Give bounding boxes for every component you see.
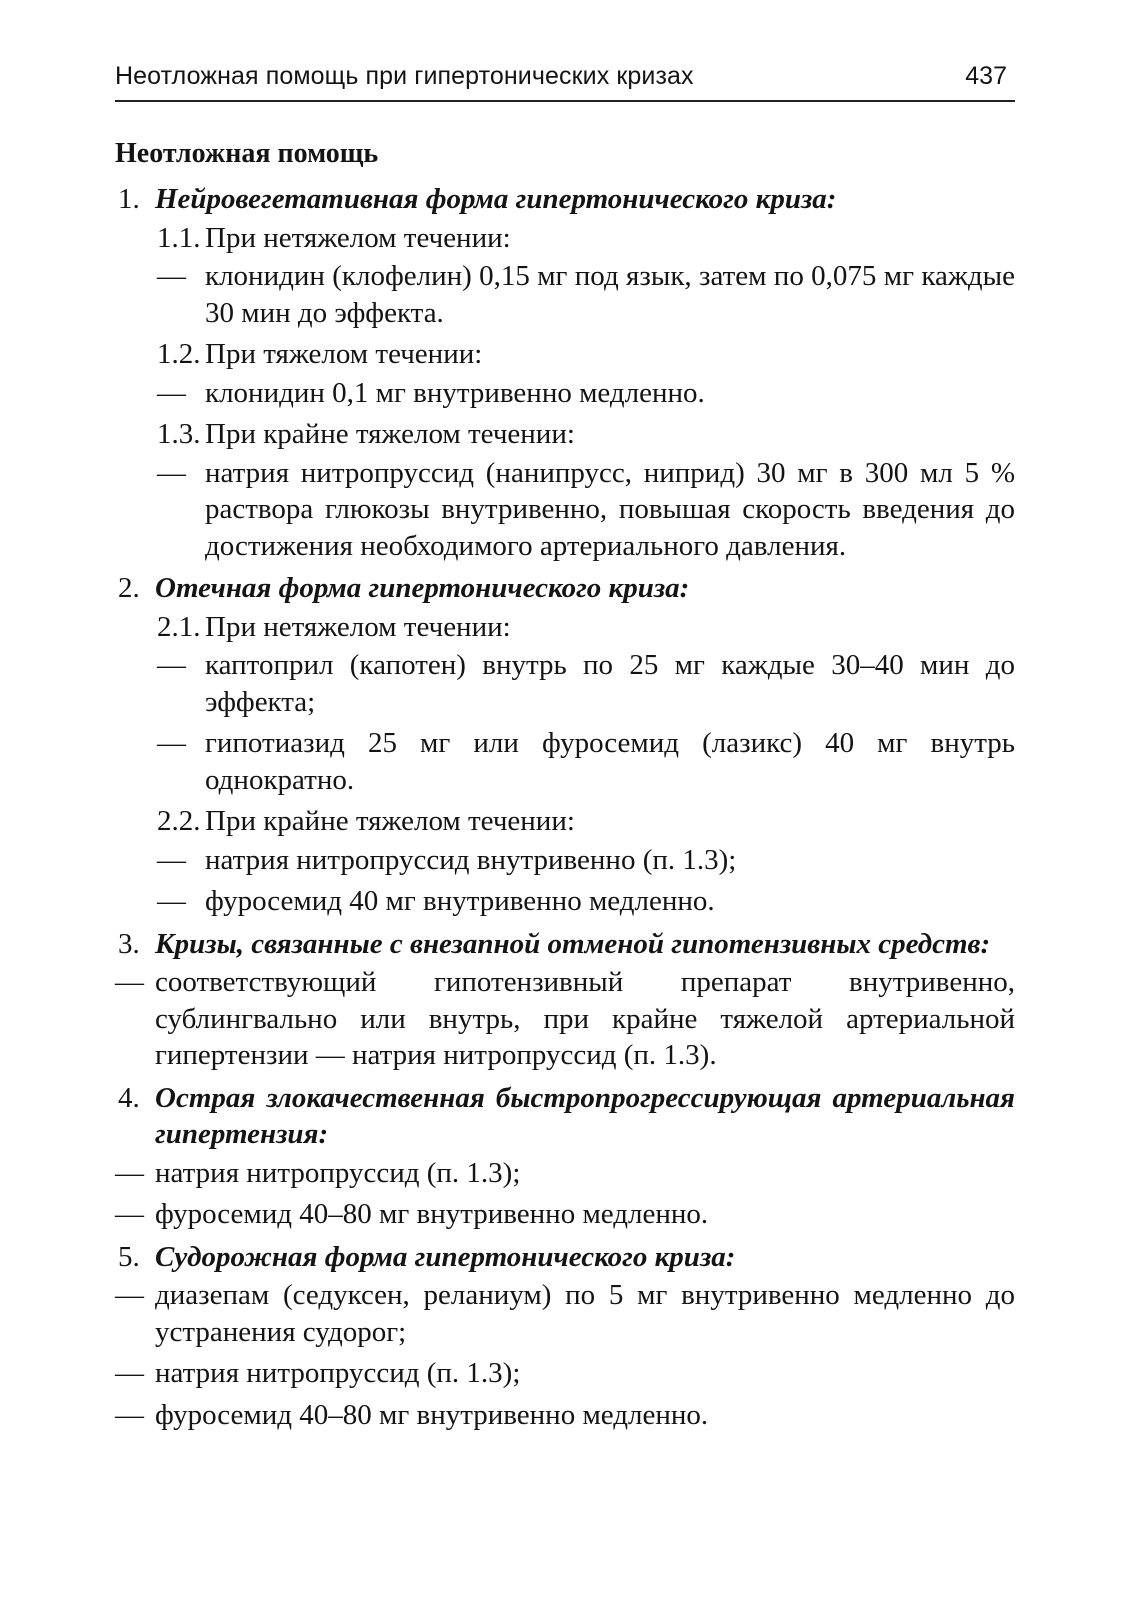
item-number: 1. xyxy=(118,183,140,215)
dash-marker: — xyxy=(157,649,186,681)
item-text: При тяжелом течении: xyxy=(205,338,483,370)
item-number: 5. xyxy=(118,1240,140,1273)
page-number: 437 xyxy=(965,62,1007,90)
list-item xyxy=(115,1355,1015,1392)
dash-marker: — xyxy=(115,1279,144,1311)
list-item xyxy=(115,647,1015,720)
item-text: каптоприл (капотен) внутрь по 25 мг каждые 30–40 мин до эффекта; xyxy=(205,649,1015,718)
dash-marker: — xyxy=(115,1156,144,1189)
item-text: фуросемид 40–80 мг внутривенно медленно. xyxy=(155,1398,709,1431)
list-item xyxy=(115,1397,1015,1434)
list-item xyxy=(115,1277,1015,1350)
dash-marker: — xyxy=(157,727,186,759)
item-text: гипотиазид 25 мг или фуросемид (лазикс) 40 мг внутрь однократно. xyxy=(205,727,1015,796)
item-number: 2.2. xyxy=(157,805,201,837)
list-item xyxy=(115,375,1015,412)
item-text: натрия нитропруссид (нанипрусс, ниприд) 30 мг в 300 мл 5 % раствора глюкозы внутривенно, повышая скорость введения до достижения необходимого артериального давления. xyxy=(205,456,1015,562)
item-text: Нейровегетативная форма гипертонического криза: xyxy=(155,183,837,215)
subheading xyxy=(115,609,1015,646)
item-text: При крайне тяжелом течении: xyxy=(205,418,575,450)
subheading xyxy=(115,803,1015,840)
item-text: Судорожная форма гипертонического криза: xyxy=(155,1240,736,1273)
item-text: При нетяжелом течении: xyxy=(205,221,511,254)
item-text: Отечная форма гипертонического криза: xyxy=(155,572,690,604)
list-item xyxy=(115,842,1015,879)
item-number: 1.1. xyxy=(157,221,201,254)
dash-marker: — xyxy=(115,1357,144,1389)
item-text: При крайне тяжелом течении: xyxy=(205,805,575,837)
dash-marker: — xyxy=(115,1198,144,1230)
item-number: 3. xyxy=(118,927,140,960)
list-item xyxy=(115,1155,1015,1192)
item-text: диазепам (седуксен, реланиум) по 5 мг внутривенно медленно до устранения судорог; xyxy=(155,1279,1015,1348)
subheading xyxy=(115,220,1015,257)
item-number: 1.3. xyxy=(157,418,201,450)
list-item xyxy=(115,883,1015,920)
dash-marker: — xyxy=(157,456,186,489)
item-text: Острая злокачественная быстропрогрессирующая артериальная гипертензия: xyxy=(155,1081,1015,1150)
subheading xyxy=(115,416,1015,453)
list-item xyxy=(115,258,1015,331)
item-text: натрия нитропруссид (п. 1.3); xyxy=(155,1156,521,1189)
numbered-heading xyxy=(115,926,1015,963)
item-text: При нетяжелом течении: xyxy=(205,610,511,643)
running-header xyxy=(115,62,1015,102)
item-text: Кризы, связанные с внезапной отменой гипотензивных средств: xyxy=(155,927,991,960)
item-number: 4. xyxy=(118,1081,140,1114)
numbered-heading xyxy=(115,1080,1015,1153)
item-number: 1.2. xyxy=(157,338,201,370)
item-number: 2. xyxy=(118,572,140,604)
list-item xyxy=(115,1196,1015,1233)
dash-marker: — xyxy=(157,260,186,292)
running-title: Неотложная помощь при гипертонических кризах xyxy=(115,62,694,90)
item-text: клонидин 0,1 мг внутривенно медленно. xyxy=(205,376,705,409)
dash-marker: — xyxy=(157,376,186,409)
numbered-heading xyxy=(115,181,1015,218)
item-text: натрия нитропруссид (п. 1.3); xyxy=(155,1357,521,1389)
item-text: натрия нитропруссид внутривенно (п. 1.3); xyxy=(205,843,737,876)
dash-marker: — xyxy=(157,843,186,876)
item-text: фуросемид 40 мг внутривенно медленно. xyxy=(205,885,715,917)
instruction-list xyxy=(115,181,1015,1433)
list-item xyxy=(115,455,1015,565)
item-number: 2.1. xyxy=(157,610,201,643)
dash-marker: — xyxy=(115,1398,144,1431)
numbered-heading xyxy=(115,570,1015,607)
document-page xyxy=(115,62,1015,1562)
dash-marker: — xyxy=(157,885,186,917)
list-item xyxy=(115,725,1015,798)
subheading xyxy=(115,336,1015,373)
item-text: соответствующий гипотензивный препарат внутривенно, сублингвально или внутрь, при крайне тяжелой артериальной гипертензии — натрия нитропруссид (п. 1.3). xyxy=(155,966,1015,1071)
item-text: фуросемид 40–80 мг внутривенно медленно. xyxy=(155,1198,709,1230)
numbered-heading xyxy=(115,1239,1015,1276)
list-item xyxy=(115,964,1015,1074)
dash-marker: — xyxy=(115,966,144,998)
item-text: клонидин (клофелин) 0,15 мг под язык, затем по 0,075 мг каждые 30 мин до эффекта. xyxy=(205,260,1015,329)
section-title: Неотложная помощь xyxy=(115,138,379,169)
